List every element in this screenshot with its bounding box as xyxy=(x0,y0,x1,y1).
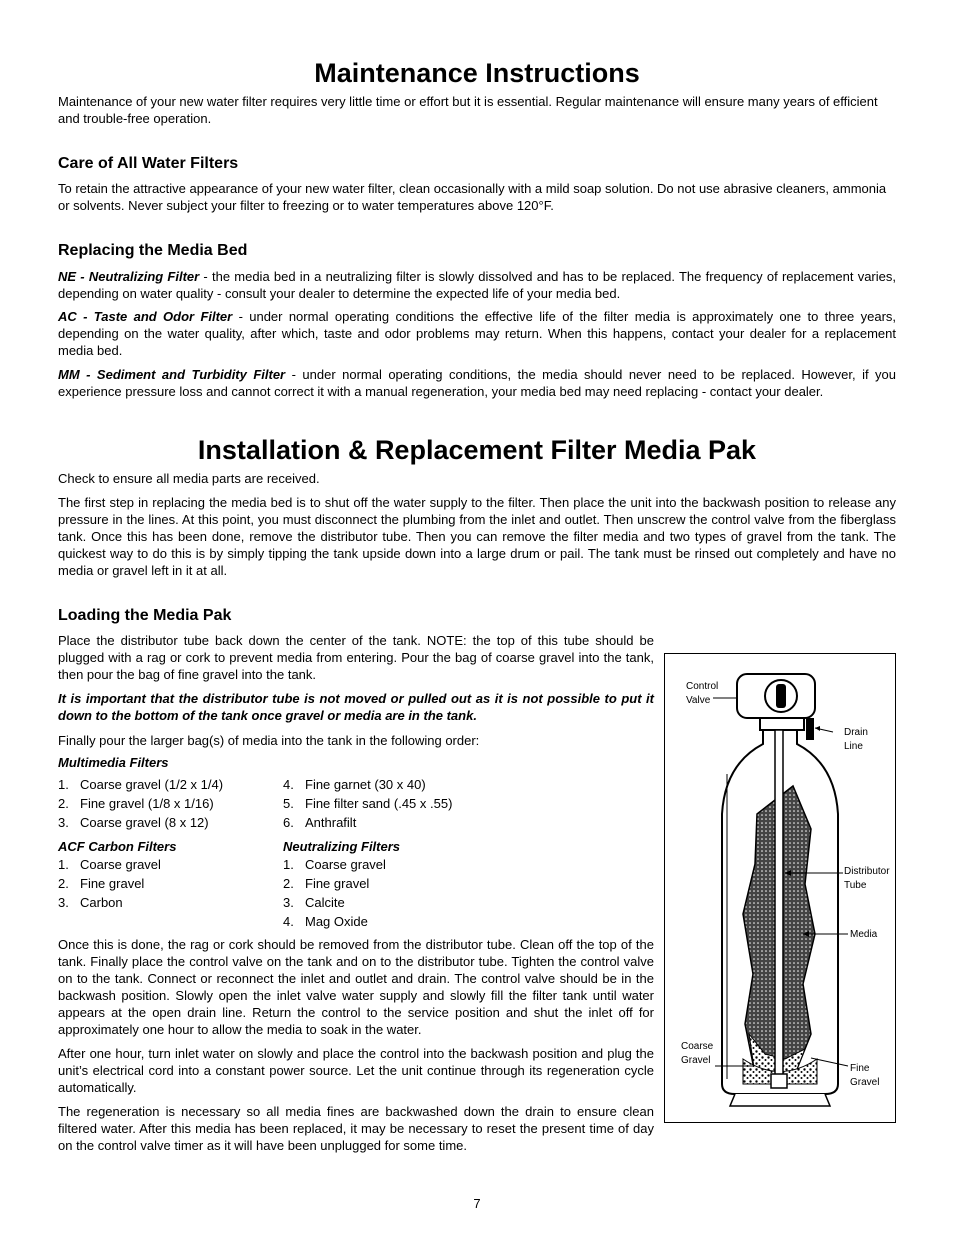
loading-p4: After one hour, turn inlet water on slowly and place the control into the backwash position and plug the unit’s electrical cord into a constant power source. Let the unit continue through its regeneration cycle automatically. xyxy=(58,1046,654,1095)
list-item: 4. Fine garnet (30 x 40) xyxy=(283,777,426,792)
list-item: 4. Mag Oxide xyxy=(283,914,368,929)
acf-list xyxy=(58,855,161,912)
loading-p1: Place the distributor tube back down the center of the tank. NOTE: the top of this tube should be plugged with a rag or cork to prevent media from entering. Pour the bag of coarse gravel into the tank, then pour the bag of fine gravel into the tank. xyxy=(58,633,654,682)
installation-check: Check to ensure all media parts are received. xyxy=(58,471,320,486)
control-valve-label: Control Valve xyxy=(686,681,719,706)
mm-paragraph xyxy=(58,366,896,400)
ne-paragraph xyxy=(58,268,896,302)
list-item: 3. Calcite xyxy=(283,895,345,910)
ac-label: AC - Taste and Odor Filter xyxy=(58,309,233,324)
care-heading: Care of All Water Filters xyxy=(58,155,239,172)
loading-p3: Once this is done, the rag or cork should be removed from the distributor tube. Clean off the top of the tank. Finally place the control valve on the tank and on to the distributor tube. Tighten the control valve on to the tank. Connect or reconnect the inlet and outlet and drain. The control valve should be in the backwash position. Slowly open the inlet valve water supply and slowly fill the filter tank until water appears at the open drain line. Return the control to the service position and shut the inlet off for approximately one hour to allow the media to soak in the water. xyxy=(58,937,654,1037)
coarse-gravel-label: Coarse Gravel xyxy=(681,1041,714,1066)
maintenance-intro: Maintenance of your new water filter requires very little time or effort but it is essential. Regular maintenance will ensure many years of efficient and trouble-free operation. xyxy=(58,94,878,126)
drain-line-label: Drain Line xyxy=(844,727,868,752)
neutralizing-heading: Neutralizing Filters xyxy=(283,839,401,854)
ne-text: - the media bed in a neutralizing filter is slowly dissolved and has to be replaced. The frequency of replacement varies, depending on water quality - consult your dealer to determine the expected life of your media bed. xyxy=(58,269,896,301)
neutralizing-list xyxy=(283,855,386,931)
list-item: 1. Coarse gravel xyxy=(283,857,386,872)
ne-label: NE - Neutralizing Filter xyxy=(58,269,200,284)
page-number: 7 xyxy=(473,1196,481,1211)
list-item: 2. Fine gravel xyxy=(58,876,145,891)
ac-paragraph xyxy=(58,308,896,359)
multimedia-list-left xyxy=(58,775,223,832)
loading-heading: Loading the Media Pak xyxy=(58,607,232,624)
list-item: 3. Carbon xyxy=(58,895,123,910)
mm-label: MM - Sediment and Turbidity Filter xyxy=(58,367,286,382)
multimedia-heading: Multimedia Filters xyxy=(58,755,169,770)
list-item: 5. Fine filter sand (.45 x .55) xyxy=(283,796,453,811)
loading-p5: The regeneration is necessary so all media fines are backwashed down the drain to ensure clean filtered water. After this media has been replaced, it may be necessary to reset the present time of day on the control valve timer as it will have been unplugged for some time. xyxy=(58,1104,654,1153)
list-item: 6. Anthrafilt xyxy=(283,815,357,830)
installation-title: Installation & Replacement Filter Media Pak xyxy=(197,435,757,465)
media-label: Media xyxy=(850,929,878,940)
installation-first-step: The first step in replacing the media bed is to shut off the water supply to the filter. Then place the unit into the backwash position to release any pressure in the lines. At this point, you must disconnect the plumbing from the inlet and outlet. Then unscrew the control valve from the fiberglass tank. Once this has been done, remove the distributor tube. Then you can remove the filter media and two types of gravel from the tank. The quickest way to do this is by simply tipping the tank upside down into a large drum or pail. The tank must be rinsed out completely and have no media or gravel left in it at all. xyxy=(58,495,896,578)
acf-heading: ACF Carbon Filters xyxy=(58,839,177,854)
list-item: 3. Coarse gravel (8 x 12) xyxy=(58,815,209,830)
filter-diagram xyxy=(664,653,896,1123)
list-item: 2. Fine gravel xyxy=(283,876,370,891)
multimedia-list-right xyxy=(283,775,452,832)
care-text: To retain the attractive appearance of your new water filter, clean occasionally with a mild soap solution. Do not use abrasive cleaners, ammonia or solvents. Never subject your filter to freezing or to water temperatures above 120°F. xyxy=(58,181,887,213)
ac-text: - under normal operating conditions the effective life of the filter media is approximately one to three years, depending on the water quality, after which, taste and odor problems may return. When this happens, contact your dealer for a replacement media bed. xyxy=(58,309,897,358)
distributor-tube-label: Distributor Tube xyxy=(844,866,890,891)
replacing-heading: Replacing the Media Bed xyxy=(58,242,248,259)
list-item: 1. Coarse gravel xyxy=(58,857,161,872)
loading-p2: Finally pour the larger bag(s) of media into the tank in the following order: xyxy=(58,733,480,748)
list-item: 1. Coarse gravel (1/2 x 1/4) xyxy=(58,777,224,792)
loading-warning: It is important that the distributor tube is not moved or pulled out as it is not possible to put it down to the bottom of the tank once gravel or media are in the tank. xyxy=(58,691,654,723)
fine-gravel-label: Fine Gravel xyxy=(850,1063,880,1088)
list-item: 2. Fine gravel (1/8 x 1/16) xyxy=(58,796,214,811)
maintenance-title: Maintenance Instructions xyxy=(314,58,640,88)
mm-text: - under normal operating conditions, the media should never need to be replaced. However, if you experience pressure loss and cannot correct it with a manual regeneration, your media bed may need replacing - contact your dealer. xyxy=(58,367,896,399)
